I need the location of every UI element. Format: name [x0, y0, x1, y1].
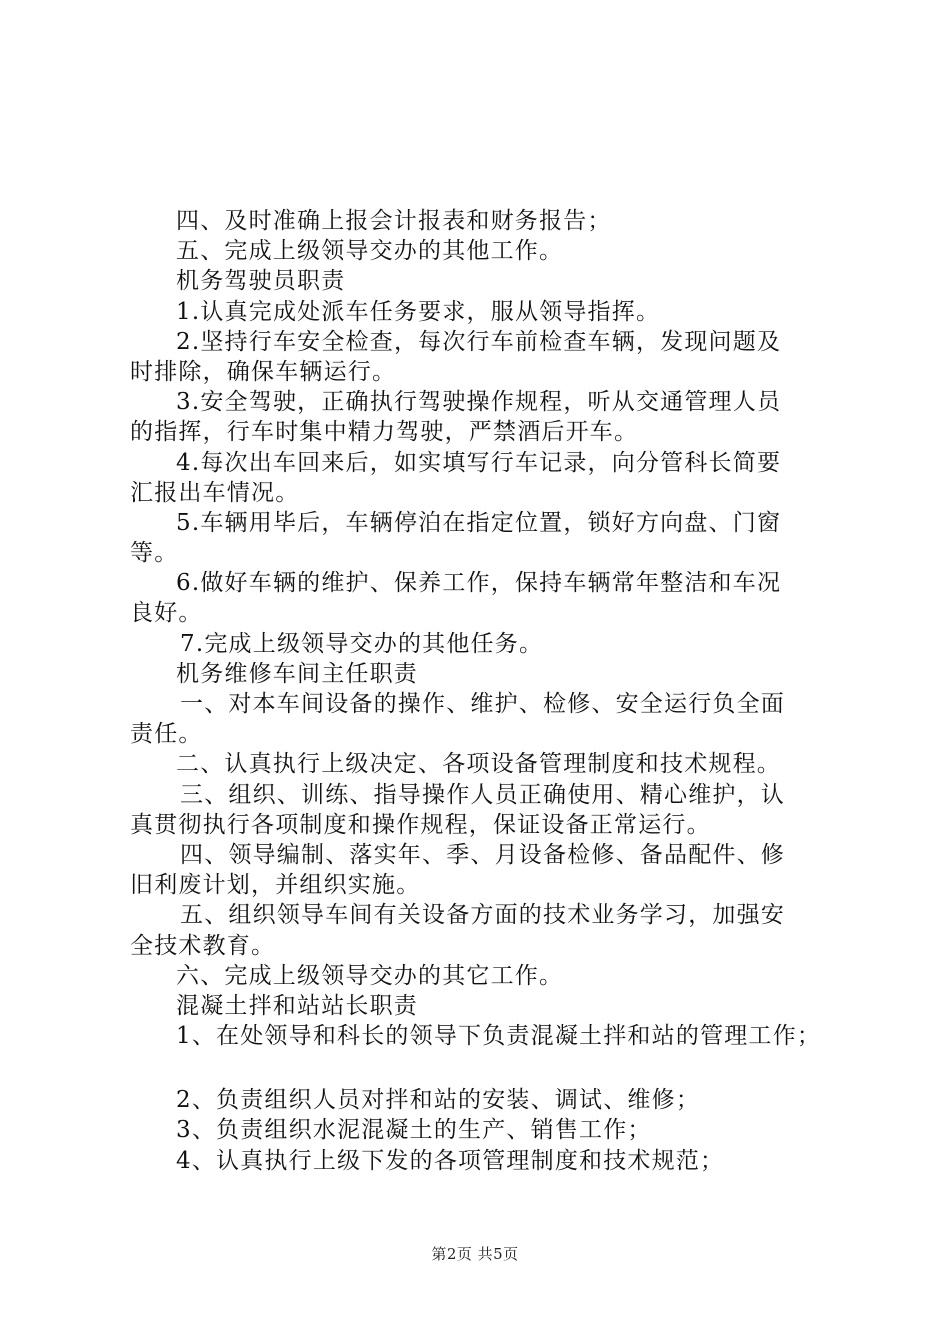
paragraph-line: 汇报出车情况。	[130, 479, 300, 506]
paragraph-line: 7.完成上级领导交办的其他任务。	[180, 630, 544, 657]
paragraph-line: 时排除，确保车辆运行。	[130, 358, 397, 385]
paragraph-line: 1、在处领导和科长的领导下负责混凝土拌和站的管理工作；	[176, 1023, 822, 1050]
blank-line	[130, 1051, 850, 1085]
paragraph-line: 的指挥，行车时集中精力驾驶，严禁酒后开车。	[130, 419, 639, 446]
section-heading: 机务维修车间主任职责	[176, 660, 418, 687]
document-body	[130, 206, 850, 1176]
paragraph-line: 五、组织领导车间有关设备方面的技术业务学习，加强安	[180, 902, 785, 929]
paragraph-line: 责任。	[130, 721, 203, 748]
section-heading: 机务驾驶员职责	[176, 268, 346, 295]
paragraph-line: 5.车辆用毕后，车辆停泊在指定位置，锁好方向盘、门窗	[176, 509, 782, 536]
paragraph-line: 良好。	[130, 600, 203, 627]
paragraph-line: 1.认真完成处派车任务要求，服从领导指挥。	[176, 298, 661, 325]
paragraph-line: 4.每次出车回来后，如实填写行车记录，向分管科长简要	[176, 449, 782, 476]
paragraph-line: 三、组织、训练、指导操作人员正确使用、精心维护，认	[180, 781, 785, 808]
paragraph-line: 旧利废计划，并组织实施。	[130, 872, 421, 899]
paragraph-line: 六、完成上级领导交办的其它工作。	[176, 962, 564, 989]
paragraph-line: 四、领导编制、落实年、季、月设备检修、备品配件、修	[180, 841, 785, 868]
paragraph-line: 2.坚持行车安全检查，每次行车前检查车辆，发现问题及	[176, 328, 782, 355]
paragraph-line: 真贯彻执行各项制度和操作规程，保证设备正常运行。	[130, 811, 711, 838]
section-heading: 混凝土拌和站站长职责	[176, 992, 418, 1019]
paragraph-line: 2、负责组织人员对拌和站的安装、调试、维修；	[176, 1087, 701, 1114]
paragraph-line: 6.做好车辆的维护、保养工作，保持车辆常年整洁和车况	[176, 570, 782, 597]
paragraph-line: 一、对本车间设备的操作、维护、检修、安全运行负全面	[180, 691, 785, 717]
paragraph-line: 3、负责组织水泥混凝土的生产、销售工作；	[176, 1117, 652, 1144]
paragraph-line: 4、认真执行上级下发的各项管理制度和技术规范；	[176, 1147, 725, 1174]
paragraph-line: 四、及时准确上报会计报表和财务报告；	[176, 208, 612, 234]
paragraph-line: 等。	[130, 540, 179, 567]
paragraph-line: 3.安全驾驶，正确执行驾驶操作规程，听从交通管理人员	[176, 389, 782, 416]
paragraph-line: 二、认真执行上级决定、各项设备管理制度和技术规程。	[176, 751, 781, 778]
paragraph-line: 全技术教育。	[130, 932, 276, 959]
paragraph-line: 五、完成上级领导交办的其他工作。	[176, 238, 564, 265]
page-number-footer: 第2页 共5页	[431, 1245, 519, 1263]
